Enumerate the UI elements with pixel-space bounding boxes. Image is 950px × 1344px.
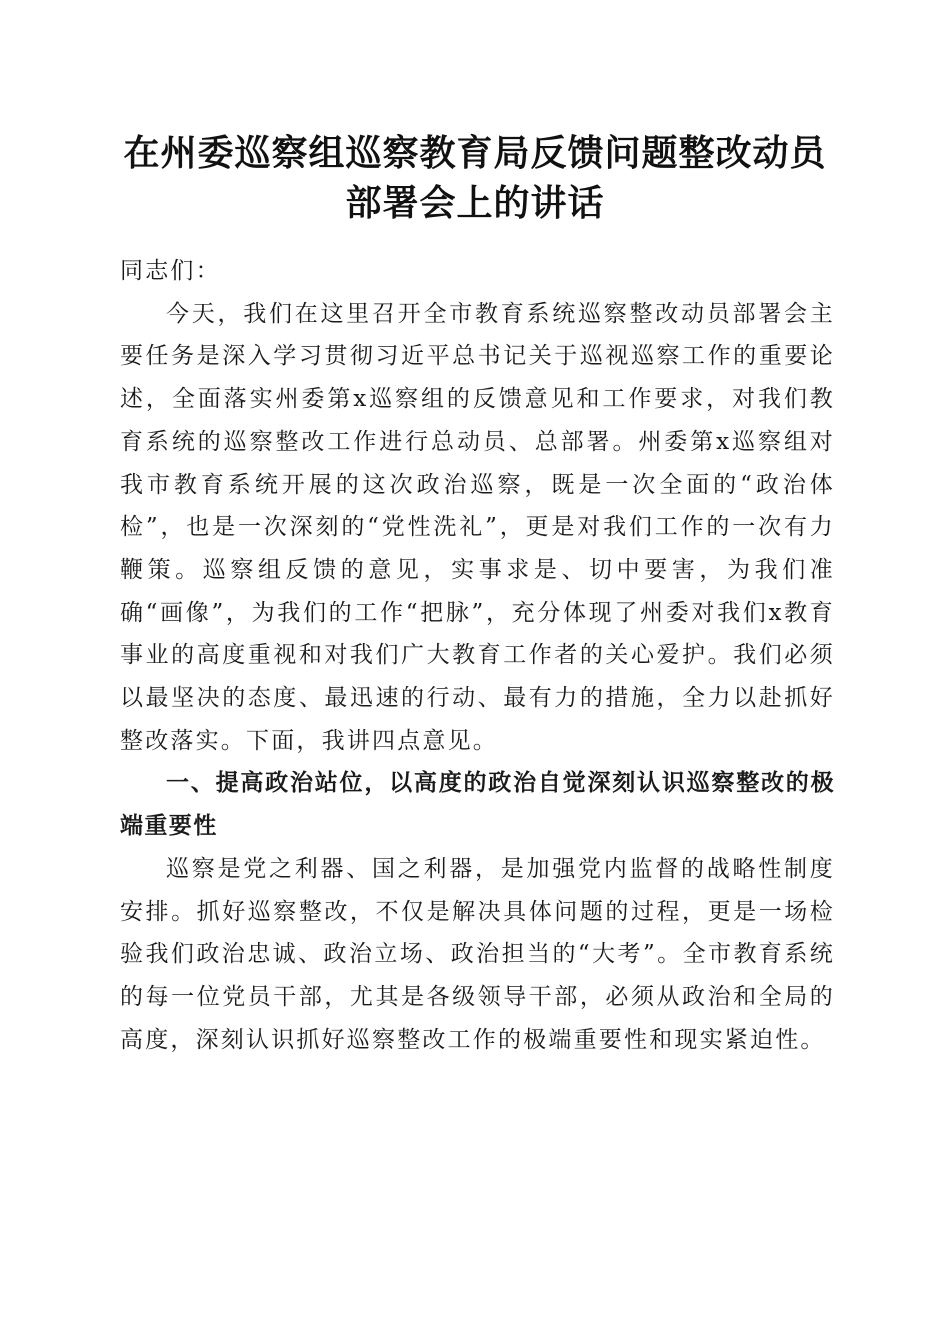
- intro-paragraph: 今天，我们在这里召开全市教育系统巡察整改动员部署会主要任务是深入学习贯彻习近平总书记关于巡视巡察工作的重要论述，全面落实州委第x巡察组的反馈意见和工作要求，对我们教育系统的巡察整改工作进行总动员、总部署。州委第x巡察组对我市教育系统开展的这次政治巡察，既是一次全面的“政治体检”，也是一次深刻的“党性洗礼”，更是对我们工作的一次有力鞭策。巡察组反馈的意见，实事求是、切中要害，为我们准确“画像”，为我们的工作“把脉”，充分体现了州委对我们x教育事业的高度重视和对我们广大教育工作者的关心爱护。我们必须以最坚决的态度、最迅速的行动、最有力的措施，全力以赴抓好整改落实。下面，我讲四点意见。: [120, 300, 835, 754]
- section-heading: 一、提高政治站位，以高度的政治自觉深刻认识巡察整改的极端重要性: [120, 770, 835, 840]
- salutation: 同志们：: [120, 258, 221, 284]
- section-paragraph: 巡察是党之利器、国之利器，是加强党内监督的战略性制度安排。抓好巡察整改，不仅是解决具体问题的过程，更是一场检验我们政治忠诚、政治立场、政治担当的“大考”。全市教育系统的每一位党员干部，尤其是各级领导干部，必须从政治和全局的高度，深刻认识抓好巡察整改工作的极端重要性和现实紧迫性。: [120, 855, 835, 1053]
- document-body: [120, 250, 835, 1061]
- document-title: 在州委巡察组巡察教育局反馈问题整改动员部署会上的讲话: [123, 132, 827, 224]
